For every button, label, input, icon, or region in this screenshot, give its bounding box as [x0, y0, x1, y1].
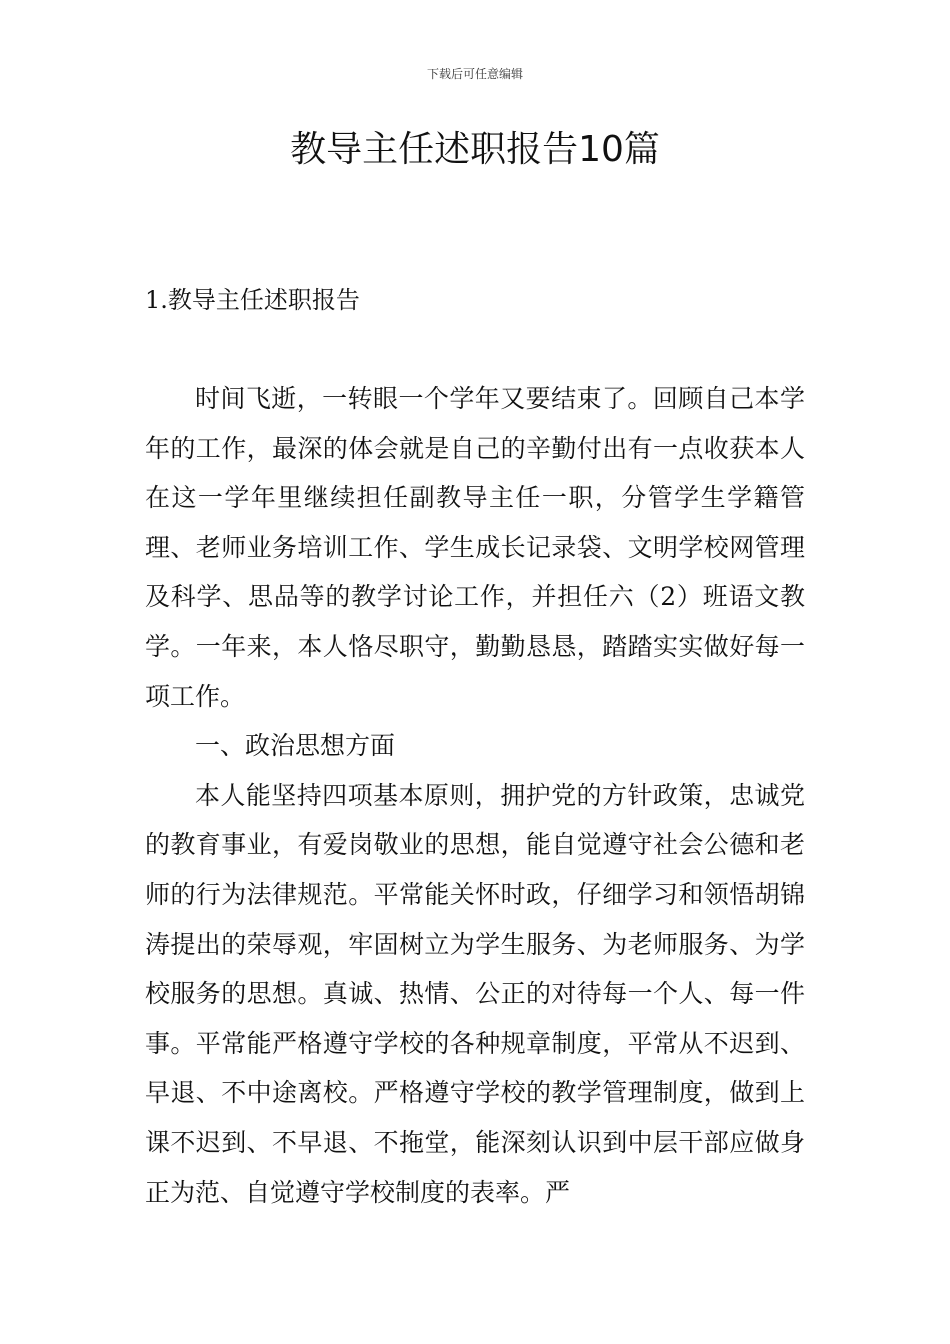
page-header-note: 下载后可任意编辑 [426, 67, 523, 81]
document-title: 教导主任述职报告10篇 [290, 129, 660, 170]
paragraph-intro: 时间飞逝，一转眼一个学年又要结束了。回顾自己本学年的工作，最深的体会就是自己的辛勤付出有一点收获本人在这一学年里继续担任副教导主任一职，分管学生学籍管理、老师业务培训工作、学生成长记录袋、文明学校网管理及科学、思品等的教学讨论工作，并担任六（2）班语文教学。一年来，本人恪尽职守，勤勤恳恳，踏踏实实做好每一项工作。 [145, 384, 805, 711]
paragraph-subheading-political: 一、政治思想方面 [195, 731, 396, 761]
paragraph-political-content: 本人能坚持四项基本原则，拥护党的方针政策，忠诚党的教育事业，有爱岗敬业的思想，能自觉遵守社会公德和老师的行为法律规范。平常能关怀时政，仔细学习和领悟胡锦涛提出的荣辱观，牢固树立为学生服务、为老师服务、为学校服务的思想。真诚、热情、公正的对待每一个人、每一件事。平常能严格遵守学校的各种规章制度，平常从不迟到、早退、不中途离校。严格遵守学校的教学管理制度，做到上课不迟到、不早退、不拖堂，能深刻认识到中层干部应做身正为范、自觉遵守学校制度的表率。严 [145, 780, 805, 1207]
document-body [145, 374, 805, 1217]
section-heading: 1.教导主任述职报告 [145, 286, 360, 314]
